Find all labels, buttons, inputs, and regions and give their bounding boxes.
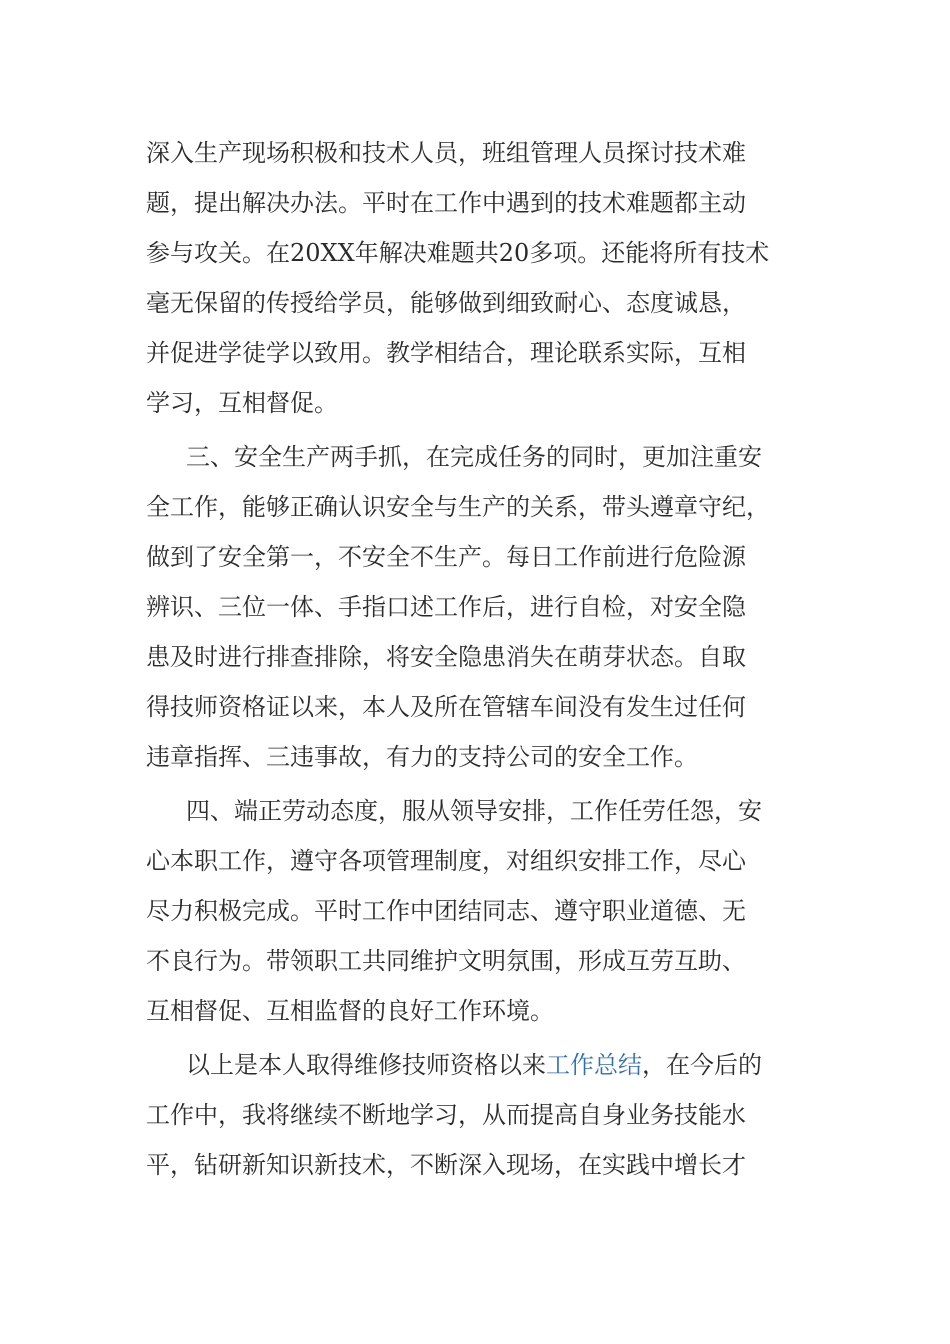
paragraph-line: 违章指挥、三违事故，有力的支持公司的安全工作。 [146, 743, 698, 771]
conclusion-line [146, 1048, 762, 1082]
paragraph-line: 平，钻研新知识新技术，不断深入现场，在实践中增长才 [146, 1151, 746, 1179]
conclusion-text-end: ，在今后的 [642, 1051, 762, 1079]
paragraph-line: 全工作，能够正确认识安全与生产的关系，带头遵章守纪， [146, 493, 770, 521]
section-four-heading-line: 四、端正劳动态度，服从领导安排，工作任劳任怨，安 [186, 797, 762, 825]
paragraph-line: 辨识、三位一体、手指口述工作后，进行自检，对安全隐 [146, 593, 746, 621]
paragraph-line: 毫无保留的传授给学员，能够做到细致耐心、态度诚恳， [146, 289, 746, 317]
paragraph-line: 工作中，我将继续不断地学习，从而提高自身业务技能水 [146, 1101, 746, 1129]
paragraph-line: 心本职工作，遵守各项管理制度，对组织安排工作，尽心 [146, 847, 746, 875]
paragraph-line: 深入生产现场积极和技术人员，班组管理人员探讨技术难 [146, 139, 746, 167]
conclusion-text-start: 以上是本人取得维修技师资格以来 [186, 1051, 546, 1079]
paragraph-line: 患及时进行排查排除，将安全隐患消失在萌芽状态。自取 [146, 643, 746, 671]
paragraph-line: 得技师资格证以来，本人及所在管辖车间没有发生过任何 [146, 693, 746, 721]
paragraph-line: 参与攻关。在20XX年解决难题共20多项。还能将所有技术 [146, 239, 770, 267]
paragraph-line: 并促进学徒学以致用。教学相结合，理论联系实际，互相 [146, 339, 746, 367]
paragraph-line: 尽力积极完成。平时工作中团结同志、遵守职业道德、无 [146, 897, 746, 925]
paragraph-line: 做到了安全第一，不安全不生产。每日工作前进行危险源 [146, 543, 746, 571]
work-summary-link[interactable]: 工作总结 [546, 1051, 642, 1079]
paragraph-line: 题，提出解决办法。平时在工作中遇到的技术难题都主动 [146, 189, 746, 217]
section-three-heading-line: 三、安全生产两手抓，在完成任务的同时，更加注重安 [186, 443, 762, 471]
paragraph-line: 学习，互相督促。 [146, 389, 338, 417]
paragraph-line: 不良行为。带领职工共同维护文明氛围，形成互劳互助、 [146, 947, 746, 975]
paragraph-line: 互相督促、互相监督的良好工作环境。 [146, 997, 554, 1025]
